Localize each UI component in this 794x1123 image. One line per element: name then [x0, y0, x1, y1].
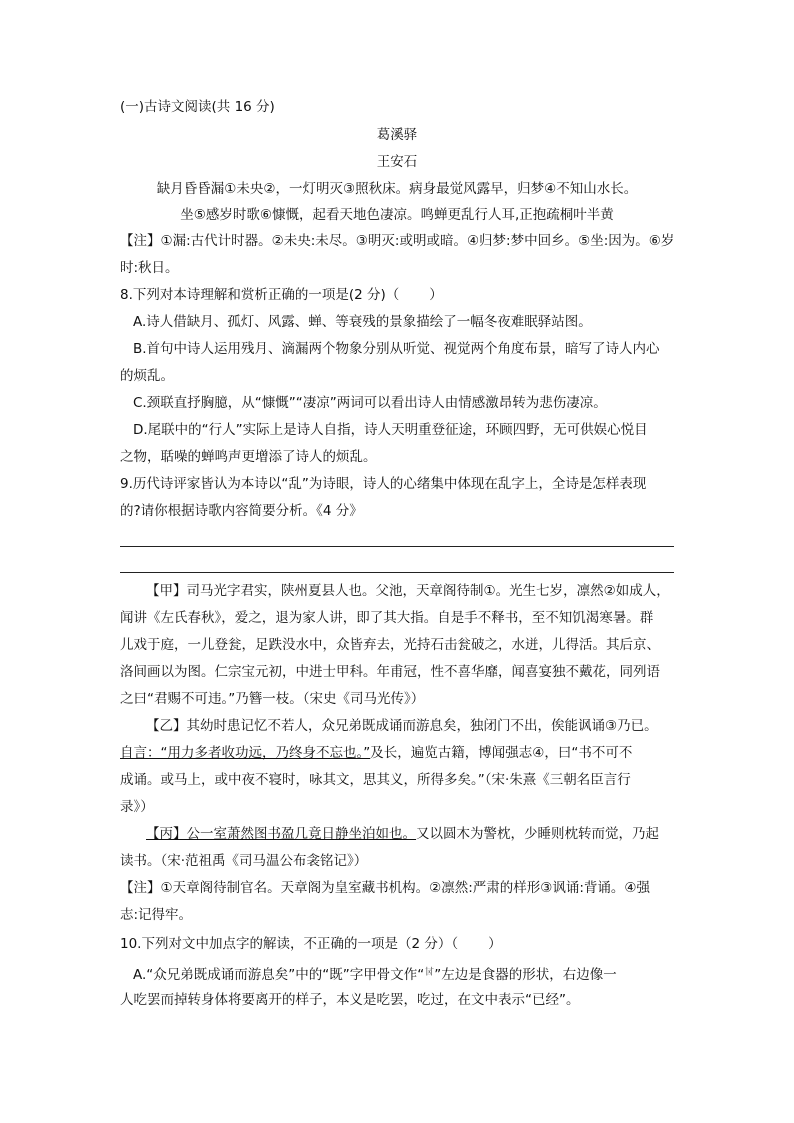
- question-8-stem: [120, 286, 443, 304]
- passage-yi-line-3: 成诵。或马上，或中夜不寝时，咏其文，思其义，所得多矣。”（宋·朱熹《三朝名臣言行: [120, 772, 631, 788]
- question-10-option-a-text-1: A.“众兄弟既成诵而游息矣”中的“既”字甲骨文作“: [133, 967, 425, 983]
- answer-line[interactable]: [120, 572, 674, 573]
- question-9-line-1: 9.历代诗评家皆认为本诗以“乱”为诗眼，诗人的心绪集中体现在乱字上，全诗是怎样表现: [120, 476, 647, 492]
- question-8-option-d: D.尾联中的“行人”实际上是诗人自指，诗人天明重登征途，环顾四野，无可供娱心悦目: [133, 422, 648, 438]
- passage-bing-line-2: 读书。（宋·范祖禹《司马温公布衾铭记》）: [120, 853, 368, 869]
- passage-yi-line-2: [120, 744, 632, 762]
- passage-yi-line-2-rest: 及长，遍览古籍，博闻强志④，曰“书不可不: [370, 745, 633, 761]
- passage-bing-line-1-rest: 又以圆木为警枕，少睡则枕转而觉，乃起: [416, 826, 659, 842]
- question-8-option-b-cont: 的烦乱。: [120, 368, 174, 384]
- passage-yi-line-4: 录》）: [120, 799, 154, 815]
- underlined-sentence: 【丙】公一室萧然图书盈几竟日静坐泊如也。: [146, 826, 416, 842]
- passage-jia-line-3: 儿戏于庭，一儿登瓮，足跌没水中，众皆弃去，光持石击瓮破之，水迸，儿得活。其后京、: [120, 637, 660, 653]
- question-10-close: ）: [488, 936, 502, 952]
- passage-bing-line-1: [146, 825, 659, 843]
- passage-note-line-2: 志:记得牢。: [120, 907, 193, 923]
- oracle-bone-glyph-icon: 𠀠: [424, 967, 435, 978]
- passage-yi-line-1: 【乙】其幼时患记忆不若人，众兄弟既成诵而游息矣，独闭门不出，俟能讽诵③乃已。: [146, 718, 658, 734]
- question-10-text: 10.下列对文中加点字的解读，不正确的一项是（2 分）（: [120, 936, 459, 952]
- passage-jia-line-4: 洛间画以为图。仁宗宝元初，中进士甲科。年甫冠，性不喜华靡，闻喜宴独不戴花，同列语: [120, 664, 660, 680]
- question-10-stem: [120, 935, 502, 953]
- answer-line[interactable]: [120, 546, 674, 547]
- poem-author: 王安石: [376, 154, 418, 170]
- question-8-option-a: A.诗人借缺月、孤灯、风露、蝉、等衰残的景象描绘了一幅冬夜难眠驿站图。: [133, 314, 592, 330]
- question-8-close: ）: [429, 287, 443, 303]
- question-8-option-b: B.首句中诗人运用残月、滴漏两个物象分别从听觉、视觉两个角度布景，暗写了诗人内心: [133, 341, 660, 357]
- question-8-text: 8.下列对本诗理解和赏析正确的一项是(2 分)（: [120, 287, 400, 303]
- question-10-option-a-cont: 人吃罢而掉转身体将要离开的样子，本义是吃罢，吃过，在文中表示“已经”。: [120, 992, 580, 1008]
- question-10-option-a: [133, 964, 617, 984]
- poem-line-1: 缺月昏昏漏①未央②，一灯明灭③照秋床。病身最觉风露早，归梦④不知山水长。: [156, 181, 638, 197]
- poem-line-2: 坐⑤感岁时歌⑥慷慨，起看天地色凄凉。鸣蝉更乱行人耳,正抱疏桐叶半黄: [180, 207, 614, 223]
- poem-note-line-2: 时:秋日。: [120, 260, 179, 276]
- poem-note-line-1: 【注】①漏:古代计时器。②未央:未尽。③明灭:或明或暗。④归梦:梦中回乡。⑤坐:因为。⑥岁: [120, 233, 675, 249]
- question-8-option-c: C.颈联直抒胸臆，从“慷慨”“凄凉”两词可以看出诗人由情感激昂转为悲伤凄凉。: [133, 395, 607, 411]
- underlined-sentence: 自言：“用力多者收功远，乃终身不忘也。”: [120, 745, 371, 761]
- passage-jia-line-2: 闻讲《左氏春秋》，爱之，退为家人讲，即了其大指。自是手不释书，至不知饥渴寒暑。群: [120, 610, 654, 626]
- question-9-line-2: 的?请你根据诗歌内容简要分析。《4 分》: [120, 503, 363, 519]
- passage-jia-line-5: 之曰“君赐不可违。”乃簪一枝。（宋史《司马光传》）: [120, 691, 425, 707]
- poem-title: 葛溪驿: [376, 127, 418, 143]
- passage-note-line-1: 【注】①天章阁待制官名。天章阁为皇室藏书机构。②凛然:严肃的样形③讽诵:背诵。④强: [120, 880, 651, 896]
- question-8-option-d-cont: 之物，聒噪的蝉鸣声更增添了诗人的烦乱。: [120, 449, 377, 465]
- question-10-option-a-text-2: ”左边是食器的形状，右边像一: [434, 967, 617, 983]
- passage-jia-line-1: 【甲】司马光字君实，陕州夏县人也。父池，天章阁待制①。光生七岁，凛然②如成人，: [146, 583, 670, 599]
- section-heading: (一)古诗文阅读(共 16 分): [120, 99, 275, 115]
